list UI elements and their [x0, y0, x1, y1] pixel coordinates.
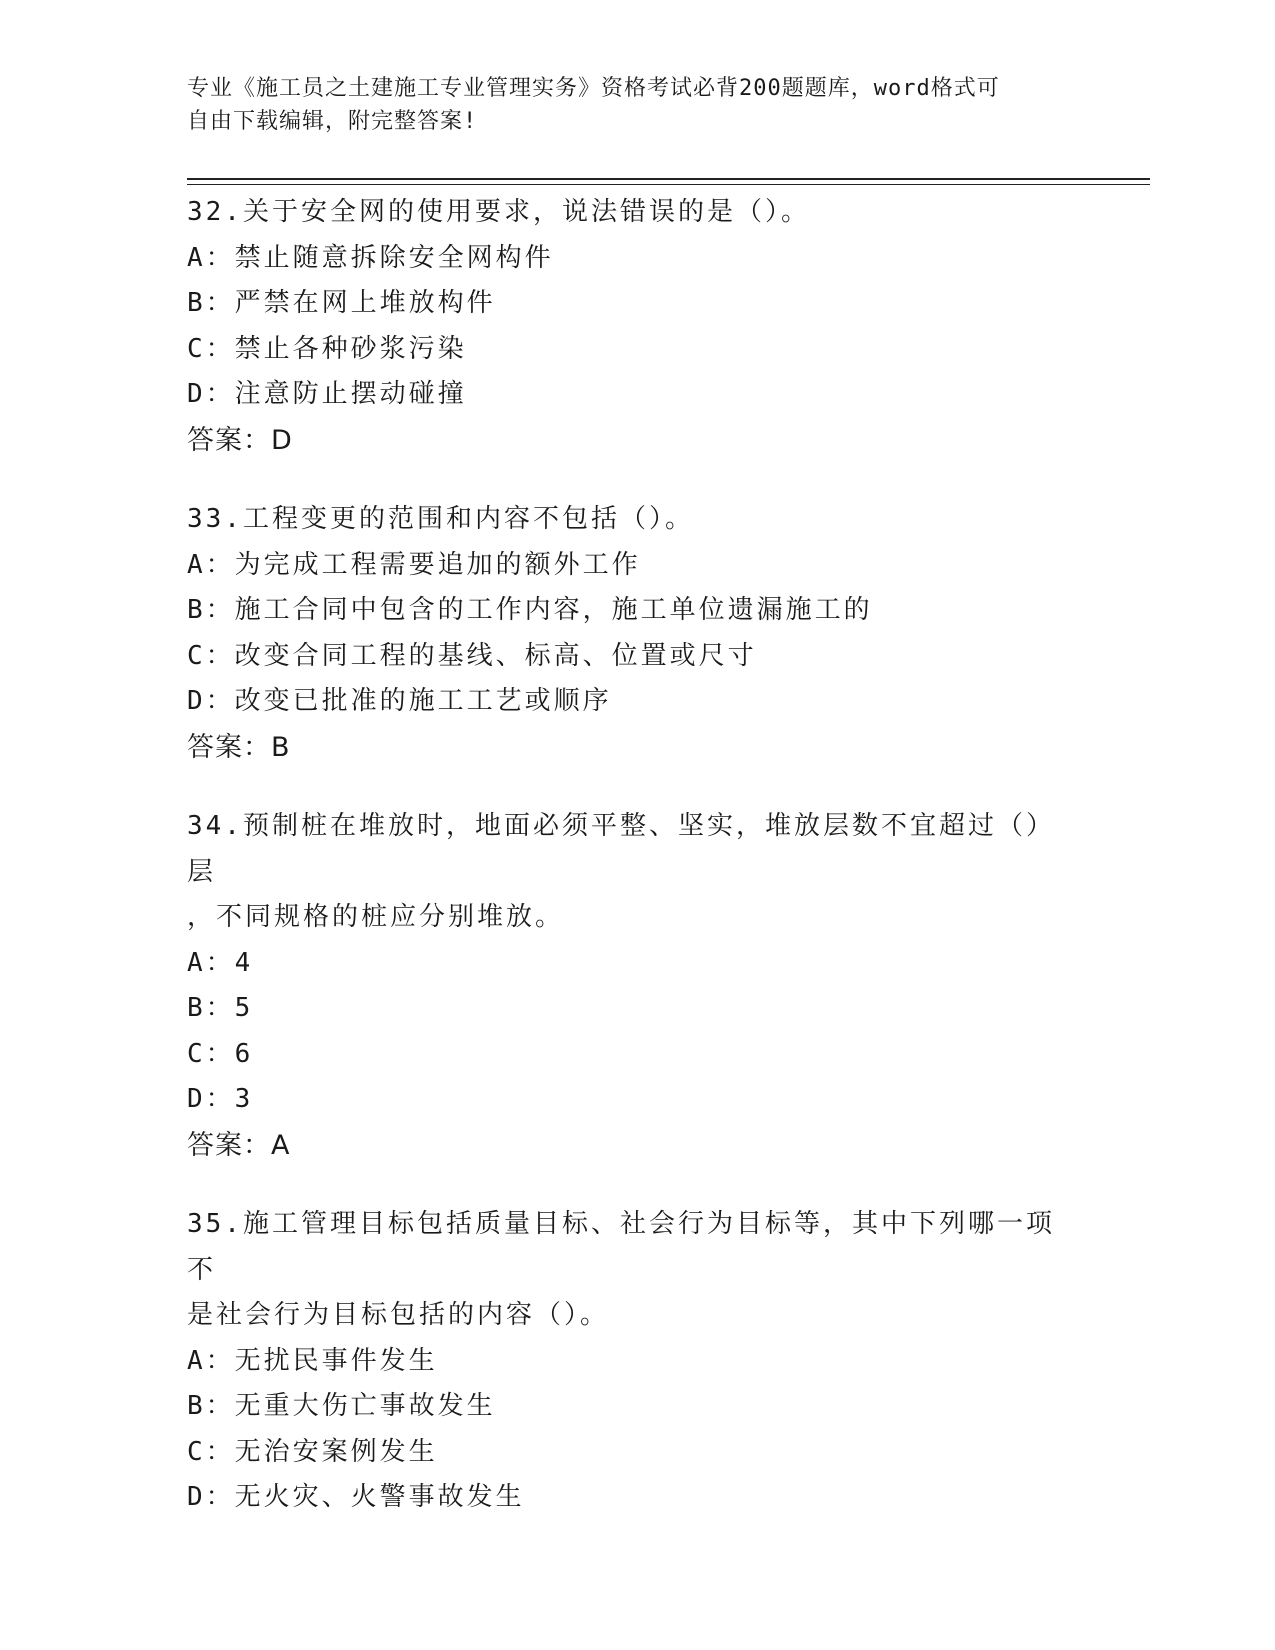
question-stem-line-1: 34.预制桩在堆放时，地面必须平整、坚实，堆放层数不宜超过（）层 [187, 811, 1055, 887]
question-34 [187, 804, 1087, 1168]
option-b: B：无重大伤亡事故发生 [187, 1391, 496, 1421]
option-b: B：严禁在网上堆放构件 [187, 288, 496, 318]
question-stem: 32.关于安全网的使用要求，说法错误的是（）。 [187, 197, 810, 227]
option-a: A：4 [187, 947, 254, 978]
header-divider-thin [187, 184, 1150, 185]
question-stem: 33.工程变更的范围和内容不包括（）。 [187, 504, 694, 534]
option-a: A：为完成工程需要追加的额外工作 [187, 549, 641, 580]
option-d: D：注意防止摆动碰撞 [187, 379, 467, 409]
question-list [187, 190, 1087, 1555]
document-header [187, 72, 1067, 138]
option-a: A：无扰民事件发生 [187, 1345, 438, 1376]
question-32 [187, 190, 1087, 463]
option-b: B：施工合同中包含的工作内容，施工单位遗漏施工的 [187, 595, 873, 625]
option-c: C：禁止各种砂浆污染 [187, 333, 467, 364]
header-divider-thick [187, 178, 1150, 180]
question-35 [187, 1202, 1087, 1521]
option-d: D：3 [187, 1084, 254, 1114]
question-stem-line-2: 是社会行为目标包括的内容（）。 [187, 1300, 610, 1330]
option-a: A：禁止随意拆除安全网构件 [187, 242, 554, 273]
question-stem-line-1: 35.施工管理目标包括质量目标、社会行为目标等，其中下列哪一项不 [187, 1209, 1055, 1285]
header-line-2: 自由下载编辑，附完整答案! [187, 109, 478, 134]
answer: 答案：A [187, 1129, 291, 1161]
option-c: C：改变合同工程的基线、标高、位置或尺寸 [187, 640, 757, 671]
header-line-1: 专业《施工员之土建施工专业管理实务》资格考试必背200题题库，word格式可 [187, 76, 1000, 101]
option-c: C：无治安案例发生 [187, 1436, 438, 1467]
option-d: D：无火灾、火警事故发生 [187, 1482, 525, 1512]
option-d: D：改变已批准的施工工艺或顺序 [187, 686, 612, 716]
answer: 答案：B [187, 731, 291, 763]
answer: 答案：D [187, 424, 293, 456]
option-b: B：5 [187, 993, 254, 1023]
question-33 [187, 497, 1087, 770]
option-c: C：6 [187, 1038, 254, 1069]
question-stem-line-2: ，不同规格的桩应分别堆放。 [187, 902, 565, 932]
